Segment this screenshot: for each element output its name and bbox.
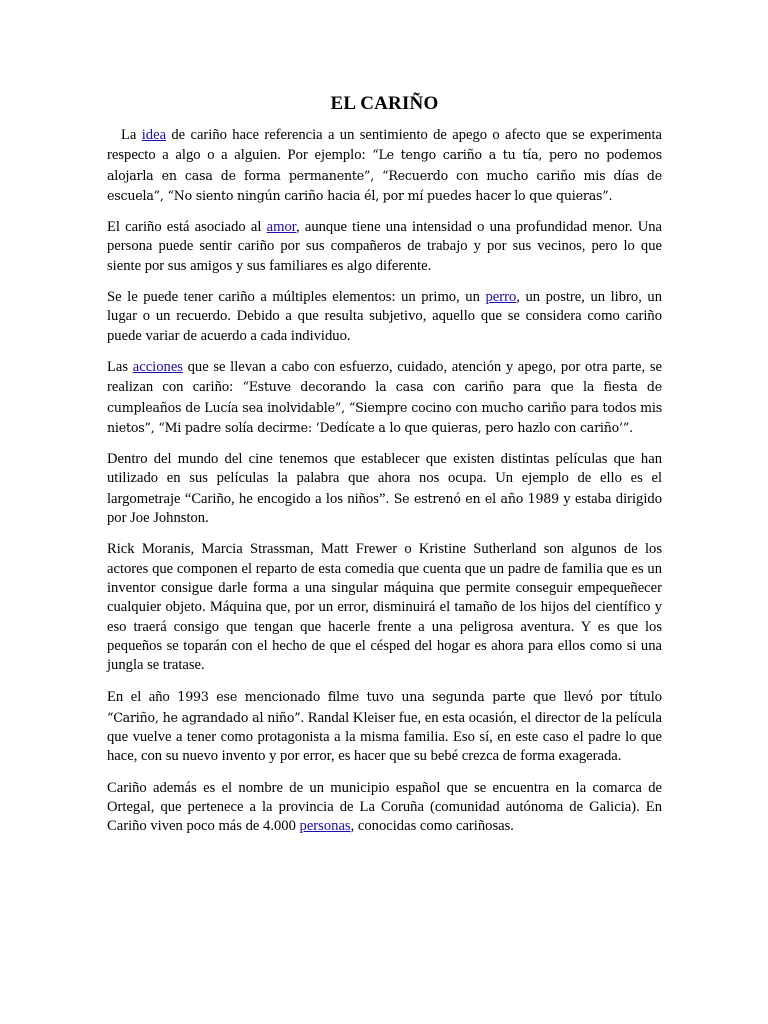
text: El cariño está asociado al [107,219,267,236]
paragraph-8 [107,779,662,837]
paragraph-6: Rick Moranis, Marcia Strassman, Matt Frewer o Kristine Sutherland son algunos de los actores que componen el reparto de esta comedia que cuenta que un padre de familia que es un inventor consigue darle forma a una singular máquina que permite conseguir empequeñecer cualquier objeto. Máquina que, por un error, disminuirá el tamaño de los hijos del científico y eso traerá consigo que tengan que hacerle frente a una peligrosa aventura. Y es que los pequeños se toparán con el hecho de que el césped del hogar es ahora para ellos como si una jungla se tratase. [107,541,662,674]
quote-examples: “Estuve decorando la casa con cariño para que la fiesta de cumpleaños de Lucía sea inolvidable”, “Siempre cocino con mucho cariño para todos mis nietos”, “Mi padre solía decirme: ‘Dedícate a lo que quieras, pero hazlo con cariño’”. [107,379,662,435]
link-personas[interactable]: personas [299,818,351,835]
page-title: EL CARIÑO [330,93,439,114]
text: En el año [107,689,178,706]
text: . Randal Kleiser fue, en esta ocasión, el director de la película que vuelve a tener como protagonista a la misma familia. Eso sí, en este caso el padre lo que hace, con su nuevo invento y por error, es hacer que su bebé crezca de forma exagerada. [107,709,663,765]
text: Cariño además es el nombre de un municipio español que se encuentra en la comarca de Ortegal, que pertenece a la provincia de La Coruña (comunidad autónoma de Galicia). En Cariño viven poco más de 4.000 [107,779,662,835]
link-perro[interactable]: perro [485,289,517,306]
quote-release: . Se estrenó en el año 1989 [385,490,559,506]
text: Dentro del mundo del cine tenemos que establecer que existen distintas películas que han utilizado en sus películas la palabra que ahora nos ocupa. Un ejemplo de ello es el largometraje “Cariño, he encogido a los niños” [107,451,662,507]
text: La [121,127,142,143]
link-idea[interactable]: idea [141,127,167,143]
text: y estaba dirigido por Joe Johnston. [107,490,662,527]
paragraph-2 [107,218,662,276]
text: que se llevan a cabo con esfuerzo, cuidado, atención y apego, por otra parte, se realizan con cariño: [107,358,662,396]
text: , aunque tiene una intensidad o una profundidad menor. Una persona puede sentir cariño por sus compañeros de trabajo y por sus vecinos, pero lo que siente por sus amigos y sus familiares es algo diferente. [107,219,663,274]
paragraph-5 [107,450,662,528]
text: , conocidas como cariñosas. [350,818,514,835]
paragraph-1 [107,126,662,206]
link-acciones[interactable]: acciones [132,358,183,375]
text: Se le puede tener cariño a múltiples elementos: un primo, un [107,289,486,306]
quote-examples: “Le tengo cariño a tu tía, pero no podemos alojarla en casa de forma permanente”, “Recuerdo con mucho cariño mis días de escuela”, “No siento ningún cariño hacia él, por mí puedes hacer lo que quieras”. [107,147,662,203]
text: Las [107,358,133,375]
text: , un postre, un libro, un lugar o un recuerdo. Debido a que resulta subjetivo, aquello que se considera como cariño puede variar de acuerdo a cada individuo. [107,289,662,344]
paragraph-3 [107,288,662,346]
quote-sequel: 1993 ese mencionado filme tuvo una segunda parte que llevó por título “Cariño, he agrandado al niño” [107,689,662,725]
link-amor[interactable]: amor [266,219,297,236]
paragraph-7 [107,687,662,766]
paragraph-4 [107,358,662,438]
text: de cariño hace referencia a un sentimiento de apego o afecto que se experimenta respecto a algo o a alguien. Por ejemplo: [107,127,663,164]
